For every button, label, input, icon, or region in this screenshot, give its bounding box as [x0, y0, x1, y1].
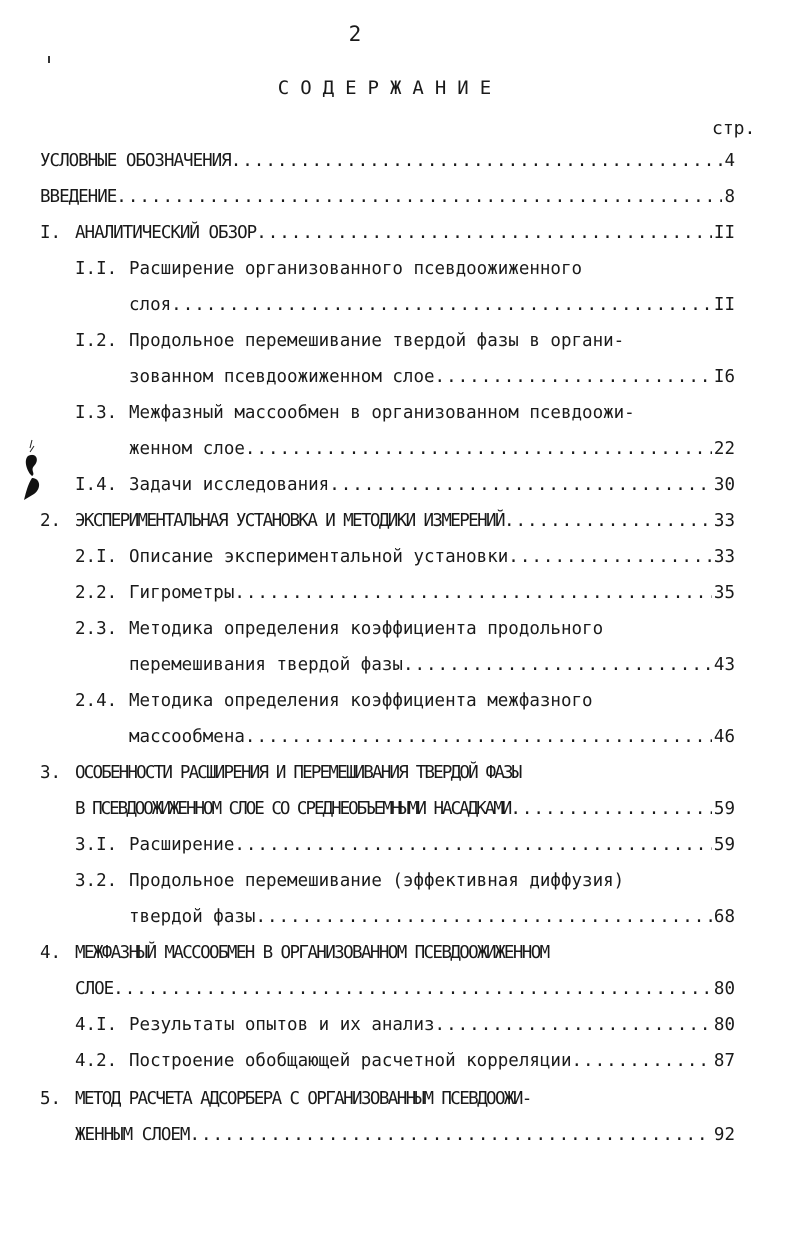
toc-entry-chapter-3-line1: [40, 761, 521, 785]
leader-dots: [234, 581, 712, 605]
toc-entry-1-3-line1: [75, 401, 635, 425]
page-column-label: стр.: [712, 118, 756, 139]
leader-dots: [234, 833, 712, 857]
section-number: 2.4.: [75, 691, 118, 711]
toc-label: Построение обобщающей расчетной корреляции: [129, 1051, 572, 1071]
toc-label: Результаты опытов и их анализ: [129, 1015, 435, 1035]
toc-label: АНАЛИТИЧЕСКИЙ ОБЗОР: [75, 223, 257, 243]
leader-dots: [508, 545, 712, 569]
toc-entry-chapter-3-line2: [75, 797, 735, 821]
section-number: 2.I.: [75, 547, 118, 567]
leader-dots: [255, 905, 711, 929]
toc-page: 30: [713, 475, 735, 495]
section-number: 4.I.: [75, 1015, 118, 1035]
toc-entry-chapter-4-line1: [40, 941, 549, 965]
section-number: I.I.: [75, 259, 118, 279]
chapter-number: 2.: [40, 511, 62, 531]
chapter-number: 5.: [40, 1089, 62, 1109]
leader-dots: [171, 293, 712, 317]
chapter-number: 4.: [40, 943, 62, 963]
toc-page: 68: [713, 907, 735, 927]
toc-page: 87: [713, 1051, 735, 1071]
toc-entry-3-1: [75, 833, 735, 857]
toc-label: ОСОБЕННОСТИ РАСШИРЕНИЯ И ПЕРЕМЕШИВАНИЯ ТВЕРДОЙ ФАЗЫ: [75, 763, 521, 783]
section-number: 2.3.: [75, 619, 118, 639]
leader-dots: [189, 1123, 711, 1147]
toc-label: В ПСЕВДООЖИЖЕННОМ СЛОЕ СО СРЕДНЕОБЪЕМНЫМИ НАСАДКАМИ: [75, 799, 511, 819]
toc-entry-3-2-line2: [129, 905, 735, 929]
leader-dots: [435, 365, 712, 389]
toc-entry-1-1-line1: [75, 257, 582, 281]
toc-entry-4-1: [75, 1013, 735, 1037]
toc-page: 80: [713, 979, 735, 999]
leader-dots: [256, 221, 712, 245]
toc-page: 22: [713, 439, 735, 459]
toc-label: Описание экспериментальной установки: [129, 547, 509, 567]
toc-entry-2-1: [75, 545, 735, 569]
toc-entry-1-1-line2: [129, 293, 735, 317]
toc-label: МЕТОД РАСЧЕТА АДСОРБЕРА С ОРГАНИЗОВАННЫМ ПСЕВДООЖИ-: [75, 1089, 531, 1109]
toc-entry-chapter-1: [40, 221, 735, 245]
toc-page: II: [713, 295, 735, 315]
toc-page: II: [713, 223, 735, 243]
section-number: I.3.: [75, 403, 118, 423]
leader-dots: [245, 437, 712, 461]
toc-page: 33: [713, 547, 735, 567]
leader-dots: [116, 185, 722, 209]
toc-page: 59: [713, 835, 735, 855]
page-title: СОДЕРЖАНИЕ: [277, 77, 503, 99]
leader-dots: [113, 977, 712, 1001]
toc-label: Продольное перемешивание твердой фазы в органи-: [129, 331, 625, 351]
section-number: I.4.: [75, 475, 118, 495]
toc-label: ЖЕННЫМ СЛОЕМ: [75, 1125, 190, 1145]
section-number: 2.2.: [75, 583, 118, 603]
leader-dots: [329, 473, 712, 497]
toc-page: 80: [713, 1015, 735, 1035]
chapter-number: 3.: [40, 763, 62, 783]
toc-label: ВВЕДЕНИЕ: [40, 187, 117, 207]
section-number: I.2.: [75, 331, 118, 351]
leader-dots: [504, 509, 712, 533]
toc-entry-1-2-line1: [75, 329, 624, 353]
toc-entry-2-4-line1: [75, 689, 593, 713]
leader-dots: [435, 1013, 712, 1037]
toc-entry-2-3-line2: [129, 653, 735, 677]
ink-stain-mark: [18, 438, 48, 503]
margin-tick-mark: [47, 56, 51, 64]
toc-page: I6: [713, 367, 735, 387]
toc-label: Методика определения коэффициента межфазного: [129, 691, 593, 711]
toc-label: ЭКСПЕРИМЕНТАЛЬНАЯ УСТАНОВКА И МЕТОДИКИ ИЗМЕРЕНИЙ: [75, 511, 504, 531]
section-number: 3.I.: [75, 835, 118, 855]
toc-page: 35: [713, 583, 735, 603]
toc-label: зованном псевдоожиженном слое: [129, 367, 435, 387]
toc-entry-2-3-line1: [75, 617, 603, 641]
toc-entry-2-4-line2: [129, 725, 735, 749]
section-number: 4.2.: [75, 1051, 118, 1071]
toc-label: УСЛОВНЫЕ ОБОЗНАЧЕНИЯ: [40, 151, 231, 171]
toc-label: Расширение организованного псевдоожиженного: [129, 259, 583, 279]
toc-entry-chapter-5-line1: [40, 1087, 531, 1111]
leader-dots: [510, 797, 712, 821]
leader-dots: [231, 149, 723, 173]
toc-entry-1-2-line2: [129, 365, 735, 389]
toc-label: Продольное перемешивание (эффективная диффузия): [129, 871, 625, 891]
leader-dots: [403, 653, 712, 677]
toc-entry-chapter-5-line2: [75, 1123, 735, 1147]
toc-page: 46: [713, 727, 735, 747]
leader-dots: [572, 1049, 712, 1073]
page-number: 2: [348, 22, 362, 46]
toc-label: перемешивания твердой фазы: [129, 655, 403, 675]
toc-label: твердой фазы: [129, 907, 256, 927]
toc-page: 43: [713, 655, 735, 675]
toc-page: 4: [724, 151, 735, 171]
toc-entry-1-3-line2: [129, 437, 735, 461]
toc-label: Гигрометры: [129, 583, 235, 603]
toc-page: 8: [724, 187, 735, 207]
toc-entry-1-4: [75, 473, 735, 497]
leader-dots: [245, 725, 712, 749]
toc-entry-conventions: [40, 149, 735, 173]
toc-entry-3-2-line1: [75, 869, 624, 893]
toc-label: Межфазный массообмен в организованном псевдоожи-: [129, 403, 635, 423]
toc-entry-introduction: [40, 185, 735, 209]
toc-label: МЕЖФАЗНЫЙ МАССООБМЕН В ОРГАНИЗОВАННОМ ПСЕВДООЖИЖЕННОМ: [75, 943, 549, 963]
toc-label: слоя: [129, 295, 172, 315]
toc-label: женном слое: [129, 439, 245, 459]
section-number: 3.2.: [75, 871, 118, 891]
toc-label: Расширение: [129, 835, 235, 855]
toc-page: 92: [713, 1125, 735, 1145]
toc-entry-2-2: [75, 581, 735, 605]
toc-label: СЛОЕ: [75, 979, 114, 999]
toc-entry-chapter-2: [40, 509, 735, 533]
toc-entry-chapter-4-line2: [75, 977, 735, 1001]
toc-label: Методика определения коэффициента продольного: [129, 619, 604, 639]
toc-page: 59: [713, 799, 735, 819]
chapter-number: I.: [40, 223, 62, 243]
toc-page: 33: [713, 511, 735, 531]
toc-entry-4-2: [75, 1049, 735, 1073]
toc-label: массообмена: [129, 727, 245, 747]
toc-label: Задачи исследования: [129, 475, 330, 495]
